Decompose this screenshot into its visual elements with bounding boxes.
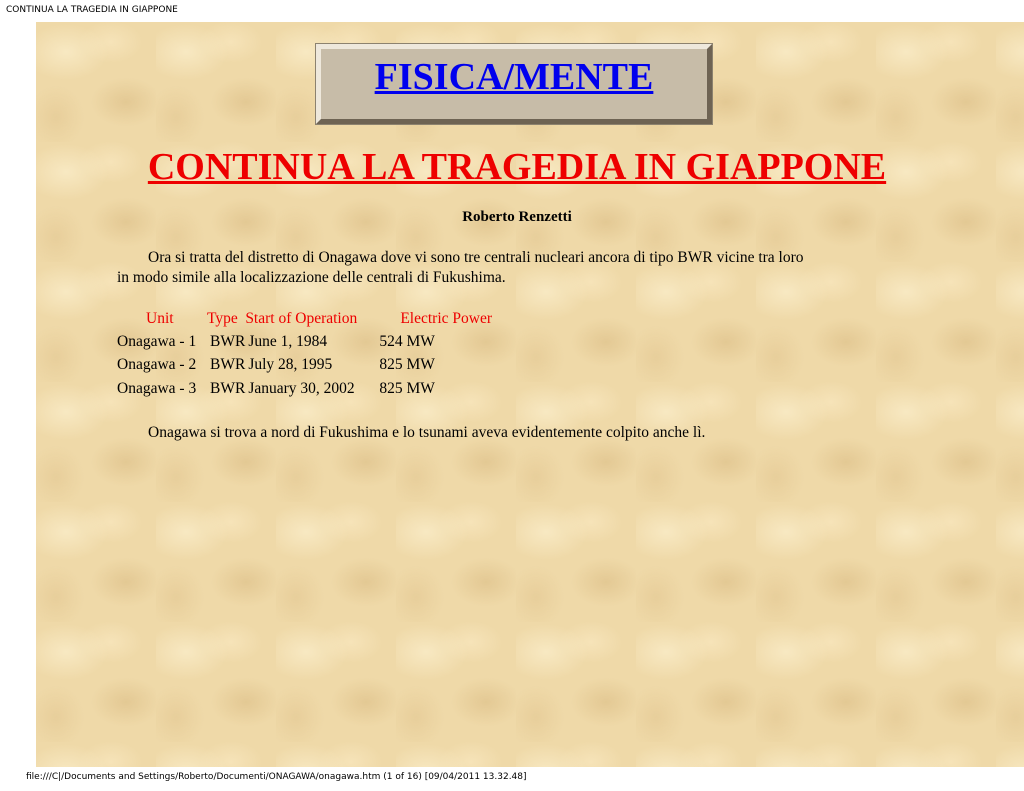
article-title: CONTINUA LA TRAGEDIA IN GIAPPONE — [147, 146, 887, 188]
print-header-title: CONTINUA LA TRAGEDIA IN GIAPPONE — [6, 5, 178, 15]
reactor-table — [117, 308, 510, 401]
intro-paragraph: Ora si tratta del distretto di Onagawa dove vi sono tre centrali nucleari ancora di tipo BWR vicine tra loro in modo simile alla localizzazione delle centrali di Fukushima. — [117, 249, 804, 286]
cell-unit: Onagawa - 3 — [117, 379, 197, 397]
cell-start: January 30, 2002 — [248, 379, 355, 397]
header-power: Electric Power — [400, 310, 492, 327]
cell-start: July 28, 1995 — [248, 356, 333, 374]
cell-type: BWR — [210, 332, 246, 350]
print-footer-path: file:///C|/Documents and Settings/Roberto/Documenti/ONAGAWA/onagawa.htm (1 of 16) [09/04/2011 13.32.48] — [26, 772, 527, 782]
cell-unit: Onagawa - 1 — [117, 332, 197, 350]
closing-paragraph: Onagawa si trova a nord di Fukushima e lo tsunami aveva evidentemente colpito anche lì. — [148, 424, 706, 441]
table-row — [117, 377, 510, 401]
header-type: Type — [207, 310, 238, 327]
table-row — [117, 330, 510, 354]
site-title-link[interactable]: FISICA/MENTE — [374, 56, 654, 98]
cell-start: June 1, 1984 — [248, 332, 328, 350]
cell-type: BWR — [210, 379, 246, 397]
cell-power: 524 MW — [379, 332, 435, 350]
article-author: Roberto Renzetti — [462, 209, 572, 225]
header-start: Start of Operation — [245, 310, 358, 327]
site-title-box — [316, 44, 712, 124]
header-unit: Unit — [146, 310, 174, 327]
cell-power: 825 MW — [379, 379, 435, 397]
table-header-row — [117, 308, 510, 330]
cell-power: 825 MW — [379, 356, 435, 374]
table-row — [117, 354, 510, 378]
cell-unit: Onagawa - 2 — [117, 356, 197, 374]
cell-type: BWR — [210, 356, 246, 374]
